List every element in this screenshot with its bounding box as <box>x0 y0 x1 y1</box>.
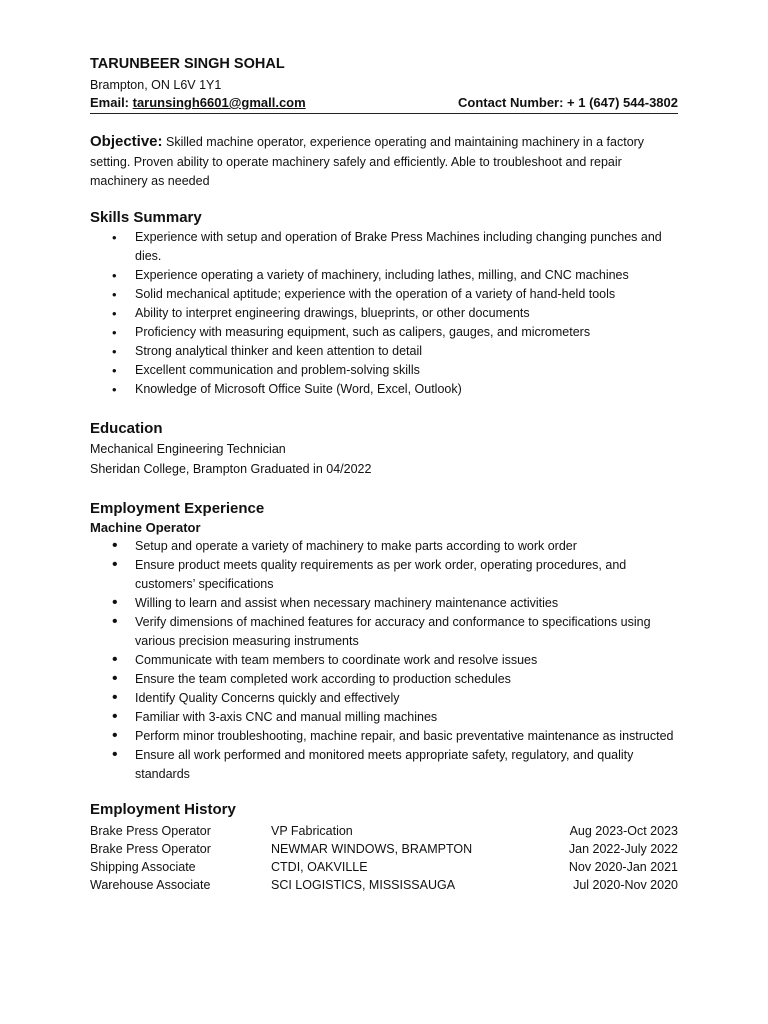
history-company: NEWMAR WINDOWS, BRAMPTON <box>271 841 473 856</box>
history-dates: Jul 2020-Nov 2020 <box>573 877 678 892</box>
history-heading: Employment History <box>90 800 236 818</box>
skills-heading: Skills Summary <box>90 208 202 226</box>
skill-item: • Experience operating a variety of machinery, including lathes, milling, and CNC machines <box>90 266 678 285</box>
history-role: Brake Press Operator <box>90 823 211 838</box>
duty-item: • Setup and operate a variety of machinery to make parts according to work order <box>90 537 678 556</box>
employment-section <box>90 499 678 784</box>
objective-label: Objective: <box>90 133 163 150</box>
education-program: Mechanical Engineering Technician <box>90 441 286 456</box>
history-dates: Jan 2022-July 2022 <box>568 841 678 856</box>
education-heading: Education <box>90 419 163 437</box>
phone-block <box>458 94 678 112</box>
skill-item: • Ability to interpret engineering drawings, blueprints, or other documents <box>90 304 678 323</box>
education-school: Sheridan College, Brampton Graduated in 04/2022 <box>90 461 372 476</box>
employment-heading: Employment Experience <box>90 499 265 517</box>
history-dates: Nov 2020-Jan 2021 <box>568 859 678 874</box>
skill-item: • Experience with setup and operation of Brake Press Machines including changing punches and dies. <box>90 228 678 266</box>
history-row <box>90 858 678 876</box>
email-link[interactable]: tarunsingh6601@gmall.com <box>132 95 306 110</box>
candidate-address: Brampton, ON L6V 1Y1 <box>90 78 222 92</box>
skill-item: • Strong analytical thinker and keen attention to detail <box>90 342 678 361</box>
skill-item: • Solid mechanical aptitude; experience with the operation of a variety of hand-held tools <box>90 285 678 304</box>
candidate-name: TARUNBEER SINGH SOHAL <box>90 56 285 72</box>
email-label: Email: <box>90 95 133 110</box>
history-dates: Aug 2023-Oct 2023 <box>569 823 678 838</box>
history-role: Brake Press Operator <box>90 841 211 856</box>
duty-item: • Ensure product meets quality requirements as per work order, operating procedures, and customers’ specifications <box>90 556 678 594</box>
skills-list <box>90 228 678 399</box>
resume-page <box>90 54 678 894</box>
duty-item: • Perform minor troubleshooting, machine repair, and basic preventative maintenance as instructed <box>90 727 678 746</box>
email-block <box>90 94 306 112</box>
skill-item: • Knowledge of Microsoft Office Suite (Word, Excel, Outlook) <box>90 380 678 399</box>
education-section <box>90 419 678 479</box>
history-company: SCI LOGISTICS, MISSISSAUGA <box>271 877 456 892</box>
history-role: Shipping Associate <box>90 859 196 874</box>
objective-section <box>90 132 678 192</box>
job-title: Machine Operator <box>90 519 201 535</box>
contact-label: Contact Number: <box>457 95 568 110</box>
resume-header <box>90 54 678 114</box>
duty-item: • Identify Quality Concerns quickly and effectively <box>90 689 678 708</box>
duty-item: • Willing to learn and assist when necessary machinery maintenance activities <box>90 594 678 613</box>
contact-row <box>90 94 678 114</box>
duty-item: • Communicate with team members to coordinate work and resolve issues <box>90 651 678 670</box>
history-company: VP Fabrication <box>271 823 353 838</box>
skills-section <box>90 208 678 399</box>
duty-item: • Familiar with 3-axis CNC and manual milling machines <box>90 708 678 727</box>
skill-item: • Excellent communication and problem-solving skills <box>90 361 678 380</box>
history-row <box>90 822 678 840</box>
history-section <box>90 800 678 894</box>
skill-item: • Proficiency with measuring equipment, such as calipers, gauges, and micrometers <box>90 323 678 342</box>
contact-number: + 1 (647) 544-3802 <box>567 95 678 110</box>
duty-item: • Verify dimensions of machined features for accuracy and conformance to specifications using various precision measuring instruments <box>90 613 678 651</box>
history-role: Warehouse Associate <box>90 877 211 892</box>
objective-text: Skilled machine operator, experience operating and maintaining machinery in a factory setting. Proven ability to operate machinery safely and efficiently. Able to troubleshoot and repair machinery as needed <box>90 135 645 188</box>
history-row <box>90 840 678 858</box>
duty-item: • Ensure all work performed and monitored meets appropriate safety, regulatory, and quality standards <box>90 746 678 784</box>
employment-list <box>90 537 678 784</box>
history-table <box>90 822 678 894</box>
duty-item: • Ensure the team completed work according to production schedules <box>90 670 678 689</box>
history-company: CTDI, OAKVILLE <box>271 859 368 874</box>
history-row <box>90 876 678 894</box>
